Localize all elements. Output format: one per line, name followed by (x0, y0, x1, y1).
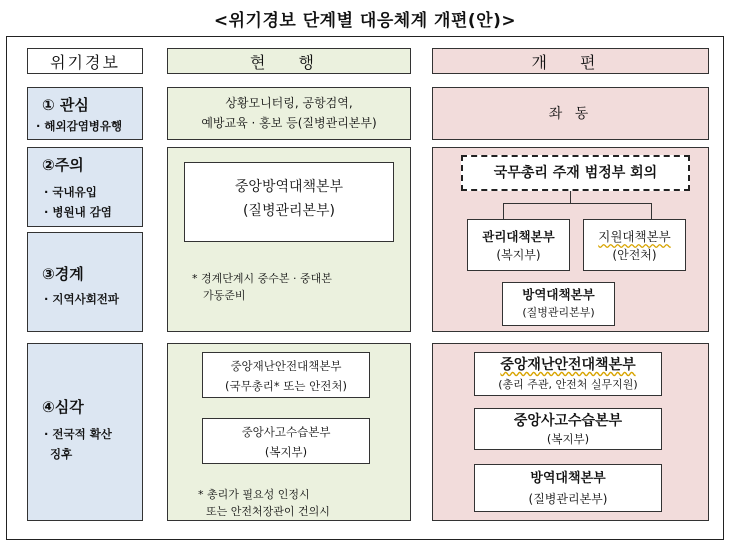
header-revised: 개 편 (432, 48, 709, 74)
level-name: ① 관심 (42, 96, 89, 114)
box-org: (복지부) (546, 432, 590, 446)
connector-line (503, 203, 651, 204)
box-title: 지원대책본부 (598, 229, 671, 244)
current-central-accident-box (202, 418, 370, 464)
level-name: ②주의 (42, 156, 84, 174)
level-name: ④심각 (42, 398, 84, 416)
level-sub: · 해외감염병유행 (36, 119, 123, 133)
revised-gwansim-cell (432, 87, 709, 140)
box-title: 중앙사고수습본부 (241, 425, 331, 439)
level-sub: · 전국적 확산 (44, 427, 112, 441)
revised-management-box (467, 219, 570, 271)
current-note-1: * 경계단계시 중수본 · 중대본 (192, 272, 332, 285)
box-title: 중앙재난안전대책본부 (500, 357, 636, 373)
revised-quarantine-box-2 (474, 464, 662, 512)
level-sub: · 지역사회전파 (44, 292, 120, 306)
current-note-2: * 총리가 필요성 인정시 (198, 488, 310, 501)
revised-same-text: 좌 동 (548, 106, 593, 122)
current-gwansim-line: 예방교육 · 홍보 등(질병관리본부) (201, 116, 377, 130)
current-gwansim-cell (167, 87, 411, 140)
box-org: (국무총리* 또는 안전처) (224, 379, 347, 393)
header-current: 현 행 (167, 48, 411, 74)
level-sub: · 병원내 감염 (44, 205, 112, 219)
box-title: 관리대책본부 (482, 229, 555, 244)
current-central-quarantine-box (184, 162, 394, 242)
box-title: 중앙사고수습본부 (513, 413, 623, 429)
level-gyeonggye (27, 232, 143, 332)
connector-line (503, 203, 504, 219)
connector-line (570, 191, 571, 203)
revised-quarantine-box (502, 282, 615, 326)
page-title: <위기경보 단계별 대응체계 개편(안)> (213, 11, 517, 31)
current-note-1b: 가동준비 (203, 289, 246, 302)
box-title: 방역대책본부 (522, 287, 595, 302)
box-title: 방역대책본부 (530, 471, 606, 486)
connector-line (651, 203, 652, 219)
current-central-disaster-box (202, 352, 370, 398)
pan-government-meeting-box (461, 155, 690, 191)
box-org: (총리 주관, 안전처 실무지원) (498, 378, 638, 391)
level-sub: 징후 (50, 447, 73, 461)
level-name: ③경계 (42, 265, 84, 283)
box-title: 중앙방역대책본부 (234, 179, 344, 195)
current-gwansim-line: 상황모니터링, 공항검역, (225, 96, 353, 110)
level-simgak (27, 343, 143, 521)
meeting-title: 국무총리 주재 범정부 회의 (493, 165, 658, 181)
revised-central-disaster-box (474, 352, 662, 396)
header-alert-level: 위기경보 (27, 48, 143, 74)
revised-central-accident-box (474, 408, 662, 450)
revised-support-box (583, 219, 686, 271)
box-org: (질병관리본부) (528, 492, 608, 506)
box-org: (안전처) (612, 248, 657, 262)
box-org: (복지부) (264, 445, 308, 459)
box-org: (질병관리본부) (242, 203, 336, 219)
level-jueui (27, 147, 143, 227)
box-org: (복지부) (496, 248, 541, 262)
box-org: (질병관리본부) (522, 306, 595, 319)
level-gwansim (27, 87, 143, 140)
level-sub: · 국내유입 (44, 185, 97, 199)
box-title: 중앙재난안전대책본부 (230, 359, 342, 373)
current-note-2b: 또는 안전처장관이 건의시 (206, 505, 330, 518)
